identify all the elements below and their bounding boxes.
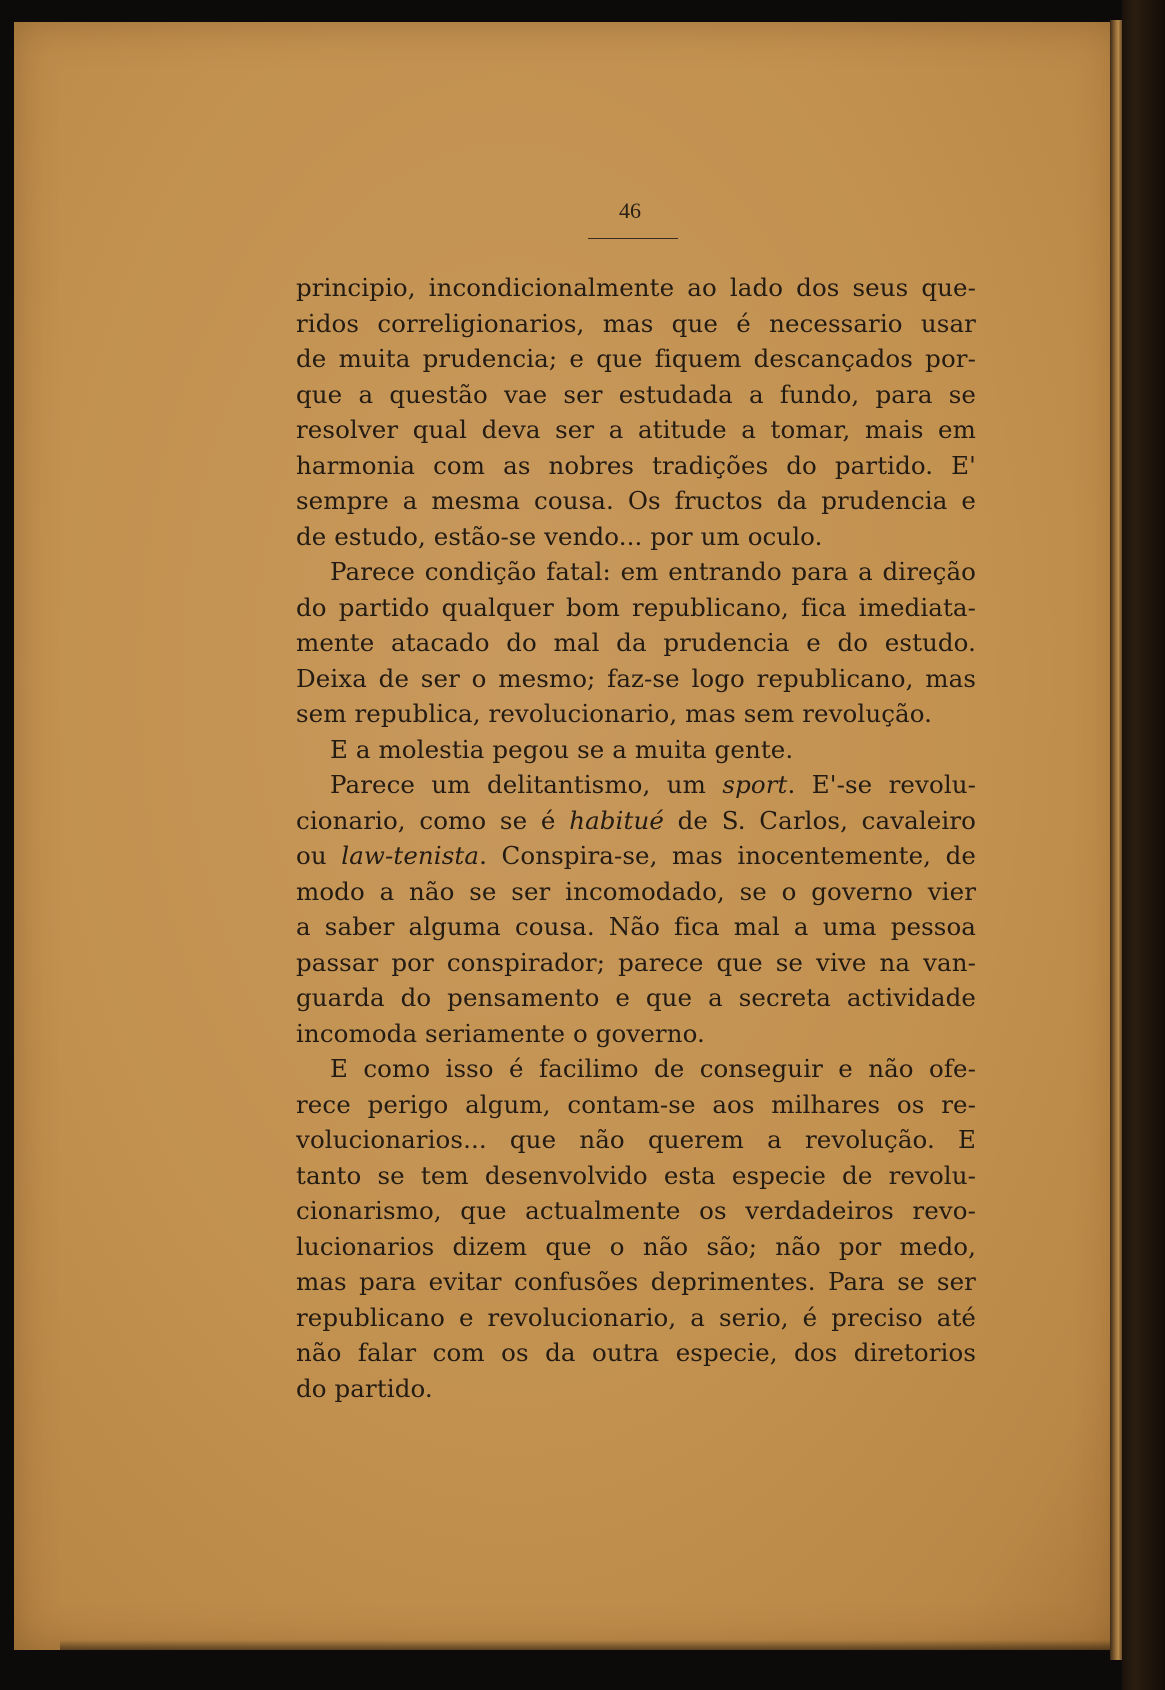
text-segment: Parece um delitantismo, um — [330, 770, 723, 799]
text-segment: ou — [296, 841, 342, 870]
text-line: modo a não se ser incomodado, se o governo vier — [296, 876, 976, 906]
text-line: incomoda seriamente o governo. — [296, 1018, 705, 1048]
text-line: E a molestia pegou se a muita gente. — [330, 734, 794, 764]
text-line: lucionarios dizem que o não são; não por medo, — [296, 1231, 976, 1261]
text-segment: cionario, como se é — [296, 805, 570, 835]
text-line: E como isso é facilimo de conseguir e não ofe- — [330, 1054, 976, 1083]
text-line: a saber alguma cousa. Não fica mal a uma pessoa — [296, 912, 976, 941]
text-line: volucionarios... que não querem a revolução. E — [296, 1125, 976, 1154]
page-number: 46 — [619, 198, 641, 223]
text-line: harmonia com as nobres tradições do partido. E' — [296, 450, 976, 480]
text-line — [296, 803, 976, 839]
text-line — [296, 838, 976, 874]
text-line: do partido. — [296, 1373, 433, 1403]
text-line: guarda do pensamento e que a secreta actividade — [296, 983, 976, 1012]
text-line: mente atacado do mal da prudencia e do estudo. — [296, 628, 976, 657]
text-line: sempre a mesma cousa. Os fructos da prudencia e — [296, 486, 976, 515]
text-line: ridos correligionarios, mas que é necessario usar — [296, 308, 976, 338]
italic-term: habitué — [569, 805, 664, 835]
text-line: rece perigo algum, contam-se aos milhares os re- — [296, 1089, 976, 1119]
page-edge — [1122, 0, 1165, 1690]
text-line: do partido qualquer bom republicano, fica imediata- — [296, 592, 976, 622]
text-line: mas para evitar confusões deprimentes. Para se ser — [296, 1267, 976, 1296]
italic-term: sport — [722, 770, 788, 799]
text-line: passar por conspirador; parece que se vive na van- — [296, 947, 976, 977]
text-line: que a questão vae ser estudada a fundo, para se — [296, 379, 976, 409]
text-line: não falar com os da outra especie, dos diretorios — [296, 1338, 976, 1367]
text-segment: . Conspira-se, mas inocentemente, de — [479, 841, 976, 870]
binding-gutter — [1110, 20, 1122, 1660]
text-segment: de S. Carlos, cavaleiro — [663, 805, 976, 835]
text-line: republicano e revolucionario, a serio, é preciso até — [296, 1302, 976, 1332]
text-line — [296, 767, 976, 803]
text-line: resolver qual deva ser a atitude a tomar, mais em — [296, 415, 976, 444]
text-line: Parece condição fatal: em entrando para a direção — [330, 557, 976, 586]
text-line: de estudo, estão-se vendo... por um oculo. — [296, 521, 823, 551]
text-line: principio, incondicionalmente ao lado dos seus que- — [296, 273, 976, 302]
text-line: de muita prudencia; e que fiquem descançados por- — [296, 344, 976, 373]
header-rule — [588, 238, 678, 239]
text-segment: . E'-se revolu- — [787, 770, 977, 799]
text-line: cionarismo, que actualmente os verdadeiros revo- — [296, 1196, 976, 1225]
italic-term: law-tenista — [341, 841, 480, 870]
text-line: sem republica, revolucionario, mas sem revolução. — [296, 699, 933, 728]
body-text — [296, 270, 976, 1406]
text-line: Deixa de ser o mesmo; faz-se logo republicano, mas — [296, 663, 976, 693]
text-line: tanto se tem desenvolvido esta especie de revolu- — [296, 1160, 976, 1190]
bottom-edge-shadow — [60, 1640, 1110, 1650]
